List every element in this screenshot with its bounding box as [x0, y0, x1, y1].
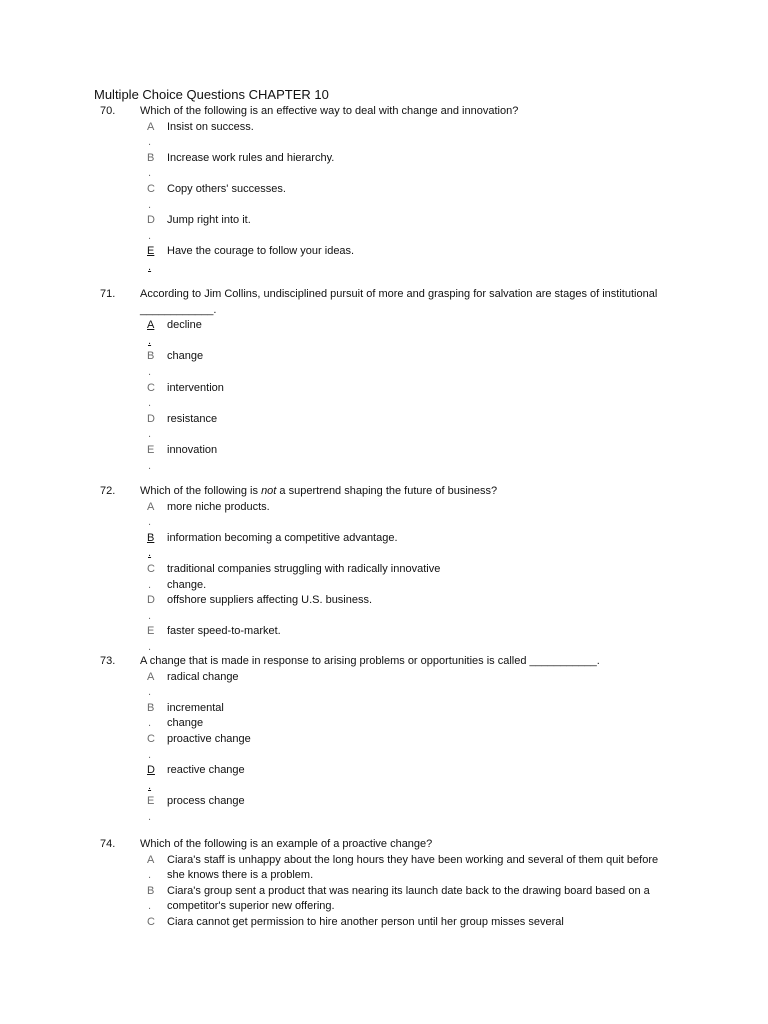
- question-text: A change that is made in response to arising problems or opportunities is called ___________.: [140, 655, 600, 667]
- choice-dot: .: [148, 900, 152, 913]
- choice-letter: B: [147, 151, 155, 164]
- choice-text: reactive change: [167, 764, 245, 777]
- choice-letter: E: [147, 795, 155, 808]
- choice-dot: .: [148, 459, 152, 472]
- choice-dot: .: [148, 686, 152, 699]
- choice-dot: .: [148, 198, 152, 211]
- question-text: According to Jim Collins, undisciplined pursuit of more and grasping for salvation are stages of institutional ____________.: [140, 288, 658, 316]
- choice-letter: E: [147, 443, 155, 456]
- choice-b[interactable]: [0, 531, 768, 562]
- choice-dot: .: [148, 334, 152, 347]
- choice-text: Copy others' successes.: [167, 182, 286, 195]
- choice-text: radical change: [167, 670, 239, 683]
- choice-b[interactable]: [0, 701, 768, 732]
- choice-text: proactive change: [167, 732, 251, 745]
- question-text-end: a supertrend shaping the future of business?: [276, 485, 498, 497]
- choice-dot: .: [148, 260, 152, 273]
- choice-dot: .: [148, 578, 152, 591]
- choice-e[interactable]: [0, 794, 768, 825]
- choice-a[interactable]: [0, 120, 768, 151]
- choice-text: faster speed-to-market.: [167, 625, 281, 638]
- choice-e[interactable]: [0, 244, 768, 275]
- choice-letter: D: [147, 214, 155, 227]
- choice-letter: B: [147, 531, 155, 544]
- choice-list: [0, 318, 768, 474]
- choice-c[interactable]: [0, 915, 768, 946]
- choice-text: Increase work rules and hierarchy.: [167, 151, 335, 164]
- choice-dot: .: [148, 748, 152, 761]
- choice-letter: E: [147, 245, 155, 258]
- choice-list: [0, 853, 768, 947]
- question-text-emphasis: not: [261, 485, 277, 497]
- choice-letter: D: [147, 412, 155, 425]
- choice-b[interactable]: [0, 884, 768, 915]
- choice-letter: D: [147, 594, 155, 607]
- choice-text: process change: [167, 795, 245, 808]
- choice-text: resistance: [167, 412, 218, 425]
- choice-text: Ciara's group sent a product that was nearing its launch date back to the drawing board based on a competitor's superior new offering.: [167, 884, 650, 913]
- choice-b[interactable]: [0, 151, 768, 182]
- question-text: Which of the following is an effective way to deal with change and innovation?: [140, 105, 519, 117]
- choice-letter: C: [147, 562, 155, 575]
- choice-a[interactable]: [0, 670, 768, 701]
- choice-letter: C: [147, 915, 155, 928]
- choice-text: decline: [167, 319, 202, 332]
- choice-letter: E: [147, 625, 155, 638]
- choice-letter: B: [147, 701, 155, 714]
- choice-text: intervention: [167, 381, 224, 394]
- choice-dot: .: [148, 810, 152, 823]
- choice-dot: .: [148, 397, 152, 410]
- choice-dot: .: [148, 516, 152, 529]
- question-number: 70.: [100, 105, 116, 117]
- choice-letter: B: [147, 350, 155, 363]
- choice-letter: D: [147, 764, 155, 777]
- choice-dot: .: [148, 136, 152, 149]
- page-title: Multiple Choice Questions CHAPTER 10: [94, 87, 329, 102]
- choice-c[interactable]: [0, 381, 768, 412]
- choice-text: offshore suppliers affecting U.S. business.: [167, 594, 373, 607]
- choice-text: Insist on success.: [167, 120, 254, 133]
- question-text-start: Which of the following is: [140, 485, 262, 497]
- choice-dot: .: [148, 365, 152, 378]
- choice-text: Have the courage to follow your ideas.: [167, 245, 355, 258]
- question-number: 73.: [100, 655, 116, 667]
- choice-e[interactable]: [0, 624, 768, 655]
- choice-a[interactable]: [0, 853, 768, 884]
- choice-text: innovation: [167, 443, 218, 456]
- choice-text: incremental change: [167, 701, 224, 730]
- choice-dot: .: [148, 547, 152, 560]
- choice-dot: .: [148, 229, 152, 242]
- question-text: [140, 484, 658, 500]
- choice-dot: .: [148, 428, 152, 441]
- choice-d[interactable]: [0, 412, 768, 443]
- choice-c[interactable]: [0, 562, 768, 593]
- choice-b[interactable]: [0, 349, 768, 380]
- choice-text: Ciara's staff is unhappy about the long hours they have been working and several of them quit before she knows there is a problem.: [167, 853, 659, 882]
- choice-a[interactable]: [0, 500, 768, 531]
- choice-list: [0, 500, 768, 656]
- choice-dot: .: [148, 167, 152, 180]
- choice-text: Jump right into it.: [167, 214, 251, 227]
- choice-letter: A: [147, 853, 155, 866]
- choice-d[interactable]: [0, 593, 768, 624]
- choice-text: more niche products.: [167, 500, 270, 513]
- choice-dot: .: [148, 717, 152, 730]
- choice-c[interactable]: [0, 732, 768, 763]
- choice-letter: C: [147, 381, 155, 394]
- choice-text: information becoming a competitive advantage.: [167, 531, 398, 544]
- question-number: 71.: [100, 288, 116, 300]
- choice-dot: .: [148, 869, 152, 882]
- choice-text: traditional companies struggling with radically innovative change.: [167, 562, 441, 591]
- choice-e[interactable]: [0, 443, 768, 474]
- choice-letter: A: [147, 120, 155, 133]
- choice-dot: .: [148, 779, 152, 792]
- choice-list: [0, 670, 768, 826]
- choice-d[interactable]: [0, 213, 768, 244]
- choice-text: Ciara cannot get permission to hire another person until her group misses several: [167, 915, 564, 928]
- choice-letter: A: [147, 319, 155, 332]
- choice-c[interactable]: [0, 182, 768, 213]
- choice-dot: .: [148, 640, 152, 653]
- choice-dot: .: [148, 609, 152, 622]
- choice-letter: A: [147, 670, 155, 683]
- choice-list: [0, 120, 768, 276]
- choice-letter: C: [147, 732, 155, 745]
- choice-letter: A: [147, 500, 155, 513]
- choice-text: change: [167, 350, 204, 363]
- question-number: 74.: [100, 838, 116, 850]
- choice-letter: C: [147, 182, 155, 195]
- choice-d[interactable]: [0, 763, 768, 794]
- question-text: Which of the following is an example of a proactive change?: [140, 838, 433, 850]
- question-number: 72.: [100, 485, 116, 497]
- choice-a[interactable]: [0, 318, 768, 349]
- choice-letter: B: [147, 884, 155, 897]
